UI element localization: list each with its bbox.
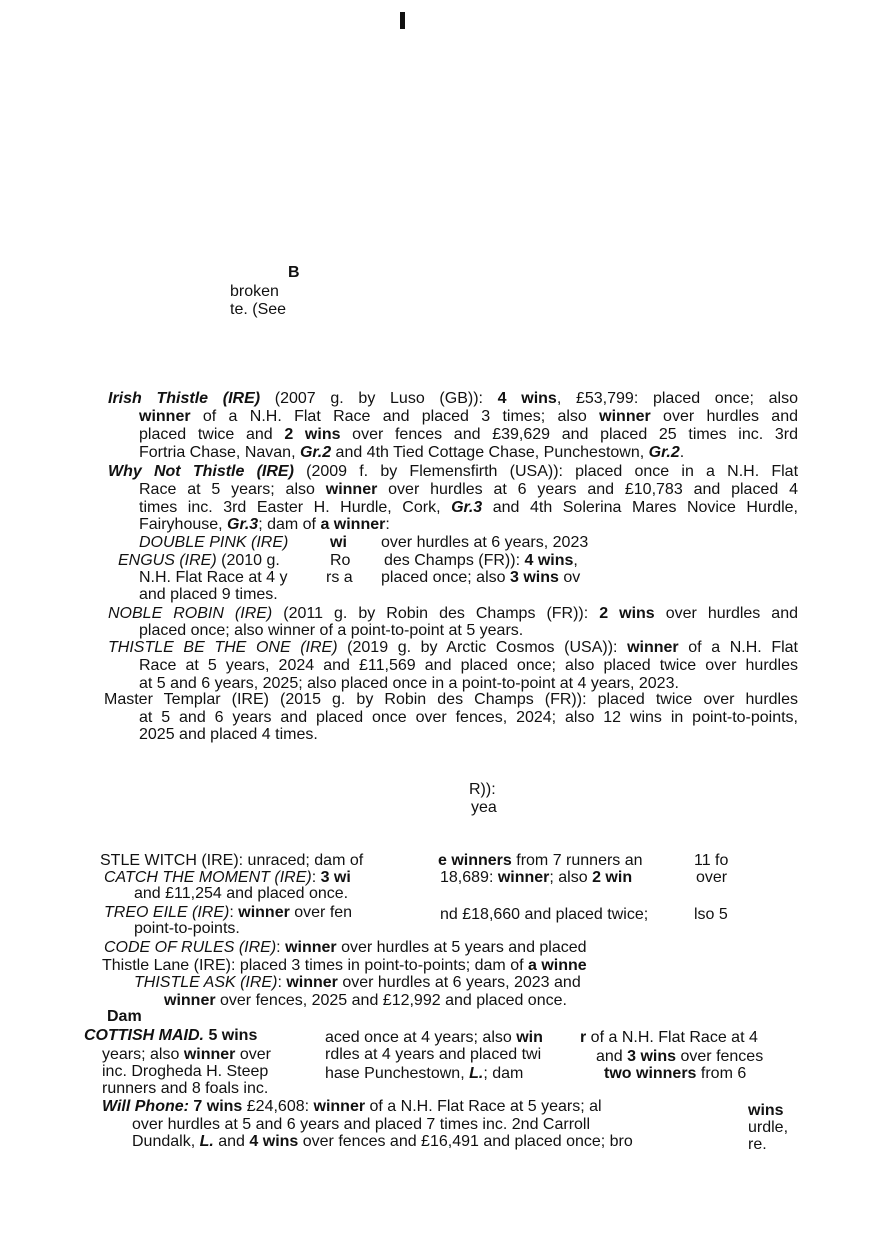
entry-why-not-thistle-line1: Why Not Thistle (IRE) (2009 f. by Flemensfirth (USA)): placed once in a N.H. Flat	[108, 463, 799, 480]
dam-thistle-ask-line2: winner over fences, 2025 and £12,992 and placed once.	[164, 992, 567, 1009]
dam-code-of-rules: CODE OF RULES (IRE): winner over hurdles at 5 years and placed	[104, 939, 587, 956]
cottish-maid-line2-c: and 3 wins over fences	[596, 1048, 764, 1065]
horse-name: THISTLE BE THE ONE (IRE)	[108, 639, 338, 656]
will-phone-a: Will Phone: 7 wins £24,608: winner of a N.H. Flat Race at 5 years; al	[102, 1098, 602, 1115]
fragment-broken: broken	[230, 283, 279, 300]
dam-catch-moment-a: CATCH THE MOMENT (IRE): 3 wi	[104, 869, 351, 886]
horse-name: Why Not Thistle (IRE)	[108, 463, 294, 480]
partial-engus-line2-a: N.H. Flat Race at 4 y	[139, 569, 288, 586]
will-phone-line3-b: re.	[748, 1136, 767, 1153]
dam-line1-c: 11 fo	[694, 852, 729, 869]
top-mark	[400, 12, 405, 29]
entry-why-not-thistle-line4: Fairyhouse, Gr.3; dam of a winner:	[139, 516, 390, 533]
entry-thistle-be-the-one-line3: at 5 and 6 years, 2025; also placed once in a point-to-point at 4 years, 2023.	[139, 675, 679, 692]
dam-treo-eile-b: nd £18,660 and placed twice;	[440, 906, 649, 923]
horse-name: NOBLE ROBIN (IRE)	[108, 605, 273, 622]
fragment-r-close: R)):	[469, 781, 496, 798]
entry-irish-thistle-line3: placed twice and 2 wins over fences and £39,629 and placed 25 times inc. 3rd	[139, 426, 799, 443]
will-phone-b: wins	[748, 1102, 784, 1119]
entry-thistle-be-the-one-line1: THISTLE BE THE ONE (IRE) (2019 g. by Arctic Cosmos (USA)): winner of a N.H. Flat	[108, 639, 798, 656]
dam-thistle-lane: Thistle Lane (IRE): placed 3 times in point-to-points; dam of a winne	[102, 957, 587, 974]
dam-catch-moment-c: over	[696, 869, 728, 886]
cottish-maid-c: r of a N.H. Flat Race at 4	[580, 1029, 758, 1046]
partial-double-pink-c: over hurdles at 6 years, 2023	[381, 534, 589, 551]
cottish-maid-line3-a: inc. Drogheda H. Steep	[102, 1063, 269, 1080]
partial-engus-line2-b: rs a	[326, 569, 353, 586]
partial-engus-a: ENGUS (IRE) (2010 g.	[118, 552, 280, 569]
entry-thistle-be-the-one-line2: Race at 5 years, 2024 and £11,569 and placed once; also placed twice over hurdles	[139, 657, 798, 674]
cottish-maid-line3-c: two winners from 6	[604, 1065, 747, 1082]
entry-noble-robin-line1: NOBLE ROBIN (IRE) (2011 g. by Robin des Champs (FR)): 2 wins over hurdles and	[108, 605, 798, 622]
will-phone-line3-a: Dundalk, L. and 4 wins over fences and £16,491 and placed once; bro	[132, 1133, 633, 1150]
cottish-maid-line2-b: rdles at 4 years and placed twi	[325, 1046, 542, 1063]
dam-line1-b: e winners from 7 runners an	[438, 852, 643, 869]
partial-engus-c: des Champs (FR)): 4 wins,	[384, 552, 578, 569]
horse-name: Irish Thistle (IRE)	[108, 390, 261, 407]
partial-double-pink-a: DOUBLE PINK (IRE)	[139, 534, 289, 551]
cottish-maid-line2-a: years; also winner over	[102, 1046, 271, 1063]
partial-engus-b: Ro	[330, 552, 351, 569]
partial-engus-line3: and placed 9 times.	[139, 586, 278, 603]
dam-thistle-ask: THISTLE ASK (IRE): winner over hurdles at 6 years, 2023 and	[134, 974, 581, 991]
dam-treo-eile-line2: point-to-points.	[134, 920, 240, 937]
cottish-maid-line4: runners and 8 foals inc.	[102, 1080, 269, 1097]
cottish-maid-a: COTTISH MAID. 5 wins	[84, 1027, 258, 1044]
partial-double-pink-b: wi	[330, 534, 347, 551]
entry-irish-thistle-line4: Fortria Chase, Navan, Gr.2 and 4th Tied Cottage Chase, Punchestown, Gr.2.	[139, 444, 685, 461]
entry-why-not-thistle-line2: Race at 5 years; also winner over hurdles at 6 years and £10,783 and placed 4	[139, 481, 798, 498]
dam-line1-a: STLE WITCH (IRE): unraced; dam of	[100, 852, 364, 869]
partial-engus-line2-c: placed once; also 3 wins ov	[381, 569, 581, 586]
fragment-te-see: te. (See	[230, 301, 287, 318]
dam-catch-moment-line2: and £11,254 and placed once.	[134, 885, 349, 902]
entry-master-templar-line3: 2025 and placed 4 times.	[139, 726, 318, 743]
cottish-maid-b: aced once at 4 years; also win	[325, 1029, 543, 1046]
entry-why-not-thistle-line3: times inc. 3rd Easter H. Hurdle, Cork, Gr.3 and 4th Solerina Mares Novice Hurdle,	[139, 499, 799, 516]
dam-heading: Dam	[107, 1008, 142, 1025]
dam-catch-moment-b: 18,689: winner; also 2 win	[440, 869, 633, 886]
entry-master-templar-line2: at 5 and 6 years and placed once over fences, 2024; also 12 wins in point-to-points,	[139, 709, 798, 726]
fragment-b-letter: B	[288, 264, 300, 281]
entry-irish-thistle-line1: Irish Thistle (IRE) (2007 g. by Luso (GB)): 4 wins, £53,799: placed once; also	[108, 390, 799, 407]
entry-irish-thistle-line2: winner of a N.H. Flat Race and placed 3 times; also winner over hurdles and	[139, 408, 798, 425]
cottish-maid-line3-b: hase Punchestown, L.; dam	[325, 1065, 524, 1082]
entry-noble-robin-line2: placed once; also winner of a point-to-point at 5 years.	[139, 622, 524, 639]
fragment-yea: yea	[471, 799, 497, 816]
will-phone-line2-b: urdle,	[748, 1119, 789, 1136]
will-phone-line2-a: over hurdles at 5 and 6 years and placed 7 times inc. 2nd Carroll	[132, 1116, 591, 1133]
dam-treo-eile-c: lso 5	[694, 906, 728, 923]
entry-master-templar-line1: Master Templar (IRE) (2015 g. by Robin des Champs (FR)): placed twice over hurdles	[104, 691, 798, 708]
dam-treo-eile-a: TREO EILE (IRE): winner over fen	[104, 904, 353, 921]
